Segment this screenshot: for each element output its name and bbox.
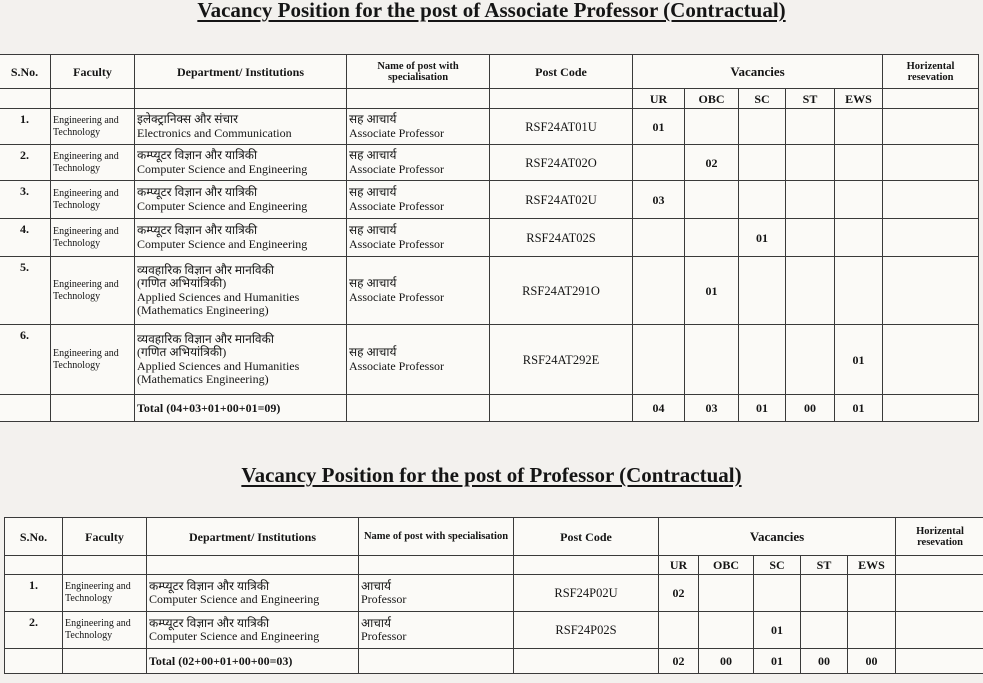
vacancy-st-cell — [801, 612, 848, 649]
category-ur-header: UR — [659, 556, 699, 575]
total-row — [0, 395, 979, 422]
header-row — [5, 518, 983, 556]
faculty-cell: Engineering and Technology — [51, 325, 135, 395]
vacancy-sc-cell: 01 — [739, 219, 786, 257]
category-sc-header: SC — [739, 89, 786, 109]
vacancy-obc-cell — [699, 575, 754, 612]
blank-header-cell — [490, 89, 633, 109]
department-line: Applied Sciences and Humanities — [137, 358, 300, 373]
department-line: कम्प्यूटर विज्ञान और यात्रिकी — [137, 185, 258, 199]
faculty-cell: Engineering and Technology — [63, 612, 147, 649]
department-line: (Mathematics Engineering) — [137, 303, 269, 317]
department-cell — [135, 109, 347, 145]
total-sc-cell: 01 — [754, 649, 801, 674]
blank-cell — [347, 395, 490, 422]
post-code-cell: RSF24P02U — [514, 575, 659, 612]
horizontal-reservation-cell — [883, 325, 979, 395]
serial-number: 2. — [5, 612, 63, 649]
blank-header-cell — [359, 556, 514, 575]
horizontal-reservation-cell — [883, 109, 979, 145]
post-code-header: Post Code — [490, 55, 633, 89]
total-label: Total (02+00+01+00+00=03) — [147, 649, 359, 674]
sno-header: S.No. — [5, 518, 63, 556]
blank-header-cell — [63, 556, 147, 575]
department-line: Electronics and Communication — [137, 125, 292, 140]
horizontal-reservation-header: Horizental resevation — [896, 518, 983, 556]
horizontal-reservation-cell — [896, 612, 983, 649]
post-name-english: Professor — [361, 592, 407, 606]
department-cell — [135, 181, 347, 219]
blank-header-cell — [135, 89, 347, 109]
vacancies-header: Vacancies — [633, 55, 883, 89]
vacancy-st-cell — [786, 145, 835, 181]
vacancy-sc-cell — [739, 109, 786, 145]
vacancy-ews-cell — [835, 145, 883, 181]
total-ews-cell: 01 — [835, 395, 883, 422]
department-line: (गणित अभियांत्रिकी) — [137, 276, 227, 290]
department-line: Computer Science and Engineering — [137, 198, 308, 213]
category-st-header: ST — [801, 556, 848, 575]
vacancy-st-cell — [786, 257, 835, 325]
vacancy-ews-cell: 01 — [835, 325, 883, 395]
vacancy-st-cell — [786, 325, 835, 395]
department-line: Computer Science and Engineering — [149, 629, 320, 643]
total-obc-cell: 00 — [699, 649, 754, 674]
total-ur-cell: 04 — [633, 395, 685, 422]
vacancy-ur-cell — [633, 219, 685, 257]
department-line: व्यवहारिक विज्ञान और मानविकी — [137, 331, 274, 346]
total-st-cell: 00 — [786, 395, 835, 422]
table-row — [5, 612, 983, 649]
post-name-header: Name of post with specialisation — [359, 518, 514, 556]
department-line: (Mathematics Engineering) — [137, 372, 269, 386]
vacancy-ews-cell — [848, 575, 896, 612]
vacancy-ur-cell — [633, 257, 685, 325]
vacancy-st-cell — [801, 575, 848, 612]
vacancy-obc-cell: 01 — [685, 257, 739, 325]
department-line: इलेक्ट्रानिक्स और संचार — [137, 112, 239, 126]
post-name-hindi: आचार्य — [361, 578, 391, 593]
total-label: Total (04+03+01+00+01=09) — [135, 395, 347, 422]
serial-number: 2. — [0, 145, 51, 181]
category-st-header: ST — [786, 89, 835, 109]
post-name-cell — [347, 219, 490, 257]
blank-header-cell — [514, 556, 659, 575]
vacancy-ews-cell — [835, 257, 883, 325]
faculty-cell: Engineering and Technology — [51, 257, 135, 325]
total-ews-cell: 00 — [848, 649, 896, 674]
category-obc-header: OBC — [699, 556, 754, 575]
post-name-english: Associate Professor — [349, 198, 444, 213]
post-code-cell: RSF24AT02U — [490, 181, 633, 219]
department-header: Department/ Institutions — [135, 55, 347, 89]
category-ews-header: EWS — [835, 89, 883, 109]
department-cell — [135, 219, 347, 257]
header-row — [0, 55, 979, 89]
serial-number: 1. — [0, 109, 51, 145]
post-name-hindi: सह आचार्य — [349, 276, 397, 290]
post-name-english: Associate Professor — [349, 358, 444, 373]
department-line: Applied Sciences and Humanities — [137, 289, 300, 304]
vacancies-header: Vacancies — [659, 518, 896, 556]
vacancy-ur-cell: 03 — [633, 181, 685, 219]
horizontal-reservation-cell — [883, 145, 979, 181]
post-name-hindi: सह आचार्य — [349, 148, 397, 162]
vacancy-st-cell — [786, 181, 835, 219]
post-name-cell — [347, 325, 490, 395]
table-row — [0, 325, 979, 395]
vacancy-ur-cell — [633, 145, 685, 181]
blank-cell — [51, 395, 135, 422]
total-st-cell: 00 — [801, 649, 848, 674]
serial-number: 5. — [0, 257, 51, 325]
post-name-english: Associate Professor — [349, 161, 444, 176]
serial-number: 3. — [0, 181, 51, 219]
blank-cell — [359, 649, 514, 674]
vacancy-obc-cell — [699, 612, 754, 649]
associate-professor-table — [0, 54, 979, 422]
faculty-cell: Engineering and Technology — [63, 575, 147, 612]
vacancy-obc-cell — [685, 325, 739, 395]
post-code-header: Post Code — [514, 518, 659, 556]
post-code-cell: RSF24AT01U — [490, 109, 633, 145]
post-name-cell — [359, 612, 514, 649]
faculty-cell: Engineering and Technology — [51, 109, 135, 145]
vacancy-obc-cell: 02 — [685, 145, 739, 181]
department-header: Department/ Institutions — [147, 518, 359, 556]
blank-header-cell — [147, 556, 359, 575]
category-ur-header: UR — [633, 89, 685, 109]
serial-number: 4. — [0, 219, 51, 257]
serial-number: 1. — [5, 575, 63, 612]
blank-cell — [0, 395, 51, 422]
post-name-english: Associate Professor — [349, 125, 444, 140]
post-code-cell: RSF24AT292E — [490, 325, 633, 395]
blank-cell — [896, 649, 983, 674]
total-obc-cell: 03 — [685, 395, 739, 422]
post-name-english: Associate Professor — [349, 236, 444, 251]
blank-cell — [514, 649, 659, 674]
table-row — [0, 145, 979, 181]
post-name-cell — [347, 145, 490, 181]
professor-table — [4, 517, 983, 674]
blank-header-cell — [896, 556, 983, 575]
department-cell — [135, 325, 347, 395]
blank-cell — [5, 649, 63, 674]
vacancy-sc-cell — [739, 181, 786, 219]
table-row — [0, 219, 979, 257]
category-ews-header: EWS — [848, 556, 896, 575]
vacancy-ur-cell: 02 — [659, 575, 699, 612]
blank-header-cell — [51, 89, 135, 109]
faculty-header: Faculty — [51, 55, 135, 89]
professor-title: Vacancy Position for the post of Professor (Contractual) — [241, 463, 742, 487]
serial-number: 6. — [0, 325, 51, 395]
department-cell — [147, 612, 359, 649]
department-line: कम्प्यूटर विज्ञान और यात्रिकी — [137, 148, 258, 162]
total-ur-cell: 02 — [659, 649, 699, 674]
blank-header-cell — [0, 89, 51, 109]
blank-cell — [63, 649, 147, 674]
table-row — [5, 575, 983, 612]
post-name-cell — [347, 109, 490, 145]
horizontal-reservation-cell — [883, 219, 979, 257]
post-code-cell: RSF24AT291O — [490, 257, 633, 325]
vacancy-sc-cell — [754, 575, 801, 612]
department-cell — [135, 145, 347, 181]
table-row — [0, 181, 979, 219]
department-line: कम्प्यूटर विज्ञान और यात्रिकी — [149, 615, 270, 630]
total-sc-cell: 01 — [739, 395, 786, 422]
horizontal-reservation-cell — [883, 257, 979, 325]
category-header-row — [5, 556, 983, 575]
blank-header-cell — [5, 556, 63, 575]
category-obc-header: OBC — [685, 89, 739, 109]
horizontal-reservation-header: Horizental resevation — [883, 55, 979, 89]
faculty-cell: Engineering and Technology — [51, 219, 135, 257]
post-name-cell — [347, 257, 490, 325]
post-name-hindi: आचार्य — [361, 615, 391, 630]
category-header-row — [0, 89, 979, 109]
vacancy-sc-cell — [739, 145, 786, 181]
post-name-english: Associate Professor — [349, 289, 444, 304]
blank-header-cell — [883, 89, 979, 109]
blank-cell — [490, 395, 633, 422]
department-cell — [135, 257, 347, 325]
vacancy-obc-cell — [685, 181, 739, 219]
department-line: (गणित अभियांत्रिकी) — [137, 345, 227, 359]
post-name-hindi: सह आचार्य — [349, 112, 397, 126]
vacancy-ews-cell — [835, 181, 883, 219]
vacancy-ews-cell — [835, 219, 883, 257]
department-line: व्यवहारिक विज्ञान और मानविकी — [137, 262, 274, 277]
department-line: Computer Science and Engineering — [137, 161, 308, 176]
post-code-cell: RSF24AT02S — [490, 219, 633, 257]
vacancy-ur-cell: 01 — [633, 109, 685, 145]
post-code-cell: RSF24P02S — [514, 612, 659, 649]
blank-cell — [883, 395, 979, 422]
sno-header: S.No. — [0, 55, 51, 89]
faculty-cell: Engineering and Technology — [51, 181, 135, 219]
vacancy-sc-cell — [739, 325, 786, 395]
post-name-english: Professor — [361, 629, 407, 643]
department-cell — [147, 575, 359, 612]
table-row — [0, 257, 979, 325]
horizontal-reservation-cell — [883, 181, 979, 219]
post-name-header: Name of post with specialisation — [347, 55, 490, 89]
post-name-cell — [347, 181, 490, 219]
post-name-hindi: सह आचार्य — [349, 223, 397, 237]
vacancy-ur-cell — [659, 612, 699, 649]
horizontal-reservation-cell — [896, 575, 983, 612]
department-line: कम्प्यूटर विज्ञान और यात्रिकी — [137, 223, 258, 237]
vacancy-ews-cell — [835, 109, 883, 145]
vacancy-ur-cell — [633, 325, 685, 395]
blank-header-cell — [347, 89, 490, 109]
post-name-hindi: सह आचार्य — [349, 345, 397, 359]
vacancy-sc-cell — [739, 257, 786, 325]
post-name-cell — [359, 575, 514, 612]
post-name-hindi: सह आचार्य — [349, 185, 397, 199]
department-line: Computer Science and Engineering — [137, 236, 308, 251]
vacancy-obc-cell — [685, 219, 739, 257]
department-line: Computer Science and Engineering — [149, 592, 320, 606]
category-sc-header: SC — [754, 556, 801, 575]
total-row — [5, 649, 983, 674]
vacancy-ews-cell — [848, 612, 896, 649]
table-row — [0, 109, 979, 145]
vacancy-st-cell — [786, 219, 835, 257]
faculty-header: Faculty — [63, 518, 147, 556]
faculty-cell: Engineering and Technology — [51, 145, 135, 181]
vacancy-st-cell — [786, 109, 835, 145]
department-line: कम्प्यूटर विज्ञान और यात्रिकी — [149, 578, 270, 593]
vacancy-obc-cell — [685, 109, 739, 145]
vacancy-sc-cell: 01 — [754, 612, 801, 649]
post-code-cell: RSF24AT02O — [490, 145, 633, 181]
associate-professor-title: Vacancy Position for the post of Associate Professor (Contractual) — [197, 0, 786, 22]
